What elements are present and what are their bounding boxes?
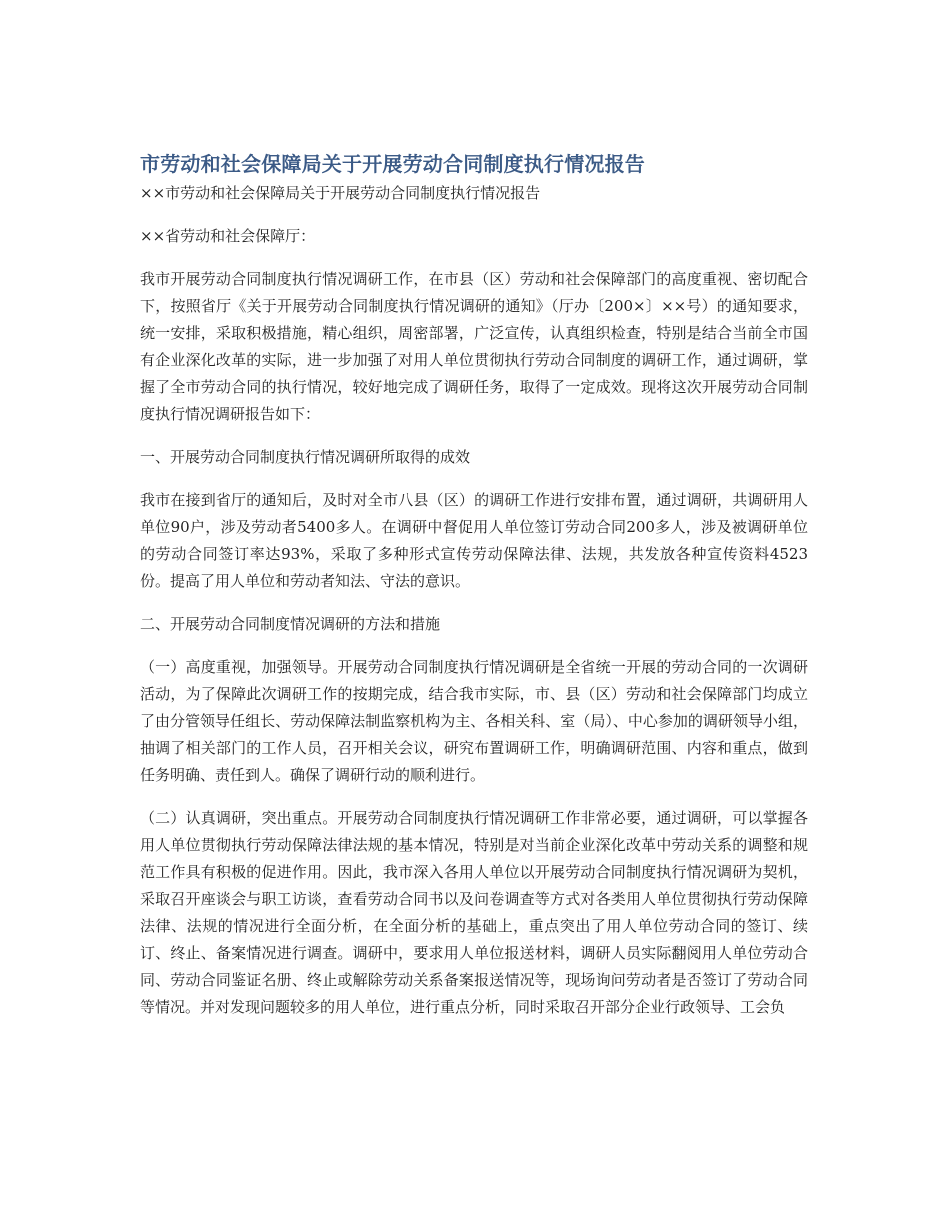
document-subtitle: ××市劳动和社会保障局关于开展劳动合同制度执行情况报告 (140, 184, 541, 202)
salutation: ××省劳动和社会保障厅： (140, 227, 316, 245)
section-1-heading: 一、开展劳动合同制度执行情况调研所取得的成效 (140, 448, 471, 466)
document-title: 市劳动和社会保障局关于开展劳动合同制度执行情况报告 (140, 152, 645, 176)
document-page (140, 148, 808, 1037)
section-1-paragraph: 我市在接到省厅的通知后，及时对全市八县（区）的调研工作进行安排布置，通过调研，共调研用人单位90户，涉及劳动者5400多人。在调研中督促用人单位签订劳动合同200多人，涉及被调研单位的劳动合同签订率达93%，采取了多种形式宣传劳动保障法律、法规，共发放各种宣传资料4523份。提高了用人单位和劳动者知法、守法的意识。 (140, 491, 808, 590)
section-2-heading: 二、开展劳动合同制度情况调研的方法和措施 (140, 615, 441, 633)
section-2-item-2-paragraph: （二）认真调研，突出重点。开展劳动合同制度执行情况调研工作非常必要，通过调研，可以掌握各用人单位贯彻执行劳动保障法律法规的基本情况，特别是对当前企业深化改革中劳动关系的调整和规范工作具有积极的促进作用。因此，我市深入各用人单位以开展劳动合同制度执行情况调研为契机，采取召开座谈会与职工访谈，查看劳动合同书以及问卷调查等方式对各类用人单位贯彻执行劳动保障法律、法规的情况进行全面分析，在全面分析的基础上，重点突出了用人单位劳动合同的签订、续订、终止、备案情况进行调查。调研中，要求用人单位报送材料，调研人员实际翻阅用人单位劳动合同、劳动合同鉴证名册、终止或解除劳动关系备案报送情况等，现场询问劳动者是否签订了劳动合同等情况。并对发现问题较多的用人单位，进行重点分析，同时采取召开部分企业行政领导、工会负 (140, 809, 808, 1016)
section-2-item-1-paragraph: （一）高度重视，加强领导。开展劳动合同制度执行情况调研是全省统一开展的劳动合同的一次调研活动，为了保障此次调研工作的按期完成，结合我市实际，市、县（区）劳动和社会保障部门均成立了由分管领导任组长、劳动保障法制监察机构为主、各相关科、室（局）、中心参加的调研领导小组，抽调了相关部门的工作人员，召开相关会议，研究布置调研工作，明确调研范围、内容和重点，做到任务明确、责任到人。确保了调研行动的顺利进行。 (140, 658, 808, 784)
intro-paragraph: 我市开展劳动合同制度执行情况调研工作，在市县（区）劳动和社会保障部门的高度重视、密切配合下，按照省厅《关于开展劳动合同制度执行情况调研的通知》（厅办〔200×〕××号）的通知要求，统一安排，采取积极措施，精心组织，周密部署，广泛宣传，认真组织检查，特别是结合当前全市国有企业深化改革的实际，进一步加强了对用人单位贯彻执行劳动合同制度的调研工作，通过调研，掌握了全市劳动合同的执行情况，较好地完成了调研任务，取得了一定成效。现将这次开展劳动合同制度执行情况调研报告如下： (140, 270, 808, 423)
